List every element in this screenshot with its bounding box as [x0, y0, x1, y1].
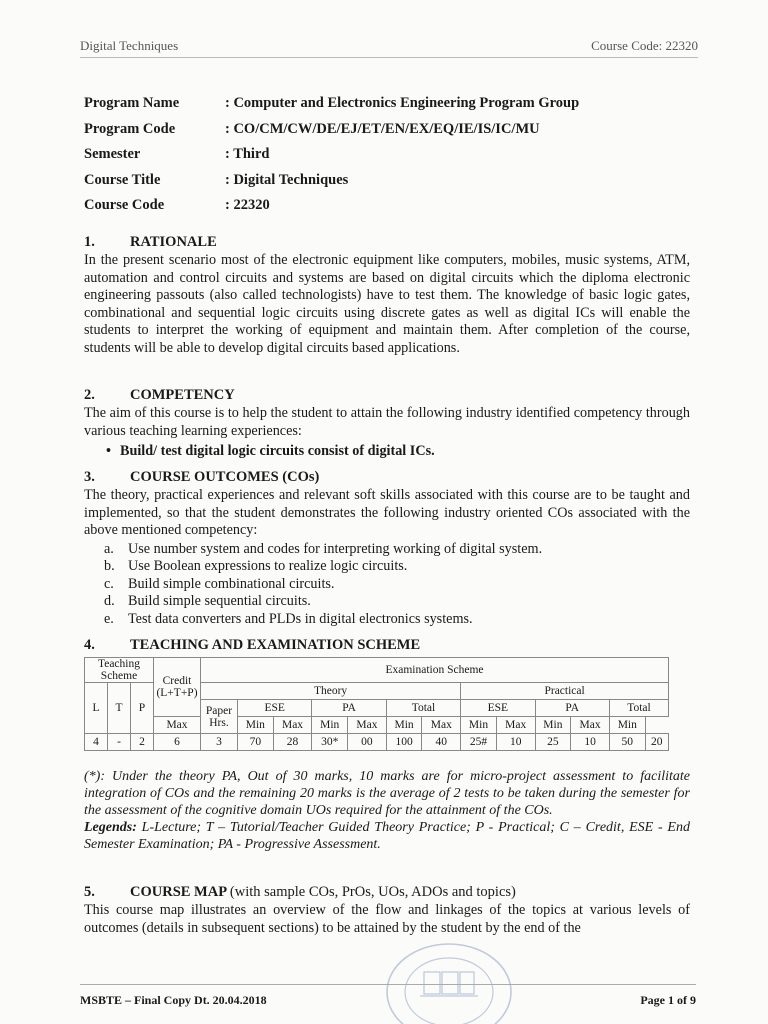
table-cell: 30*: [312, 734, 348, 751]
page-footer: [80, 984, 696, 1008]
table-header: Max: [422, 717, 461, 734]
table-row: [85, 734, 669, 751]
table-cell: 70: [238, 734, 274, 751]
section-teaching-scheme: [84, 637, 690, 751]
list-item-text: Use Boolean expressions to realize logic circuits.: [128, 558, 408, 574]
table-cell: 10: [496, 734, 535, 751]
section-number: 2.: [84, 387, 95, 403]
list-item: [104, 593, 690, 611]
meta-row-program-code: [84, 117, 579, 143]
outcomes-list: [104, 541, 690, 629]
table-header: Min: [535, 717, 571, 734]
table-header: Max: [348, 717, 387, 734]
list-item-label: d.: [104, 593, 115, 609]
list-item: [104, 576, 690, 594]
competency-bullet: [106, 442, 690, 460]
meta-key: Program Code: [84, 120, 176, 137]
running-header: [80, 38, 698, 58]
course-meta-block: [84, 91, 579, 219]
table-header: Total: [386, 700, 460, 717]
section-title: COURSE MAP: [130, 884, 227, 900]
competency-bullet-text: Build/ test digital logic circuits consist of digital ICs.: [120, 443, 435, 459]
list-item-label: e.: [104, 610, 114, 627]
list-item: [104, 541, 690, 559]
table-cell: -: [108, 734, 131, 751]
footer-copy-date: MSBTE – Final Copy Dt. 20.04.2018: [80, 993, 267, 1007]
section-notes: [84, 768, 690, 853]
meta-value: : Computer and Electronics Engineering Program Group: [225, 95, 580, 112]
section-number: 4.: [84, 637, 95, 653]
page-number: Page 1 of 9: [640, 993, 696, 1007]
list-item-text: Test data converters and PLDs in digital electronics systems.: [128, 610, 473, 627]
table-header: Total: [609, 700, 668, 717]
legends-text: L-Lecture; T – Tutorial/Teacher Guided Theory Practice; P - Practical; C – Credit, ESE - End Semester Examination; PA - Progressive Assessment.: [84, 820, 690, 852]
table-header: P: [131, 683, 154, 734]
section-competency: [84, 387, 690, 460]
section-heading: [84, 884, 690, 901]
table-cell: 28: [273, 734, 312, 751]
header-course-code: Course Code: 22320: [591, 38, 698, 53]
msbte-seal-icon: [380, 936, 518, 1024]
table-header: Examination Scheme: [201, 658, 669, 683]
section-course-map: [84, 884, 690, 937]
table-header: Min: [609, 717, 645, 734]
table-cell: 50: [609, 734, 645, 751]
list-item-label: b.: [104, 558, 115, 574]
table-header: Credit (L+T+P): [154, 658, 201, 717]
table-header: PA: [535, 700, 609, 717]
legends-note: [84, 819, 690, 853]
table-header: Min: [386, 717, 422, 734]
meta-key: Semester: [84, 146, 141, 163]
table-cell: 4: [85, 734, 108, 751]
table-header: Paper Hrs.: [201, 700, 238, 734]
outcomes-paragraph: The theory, practical experiences and relevant soft skills associated with this course are to be taught and implemented, so that the student demonstrates the following industry oriented COs associated with the above mentioned competency:: [84, 487, 690, 538]
section-number: 5.: [84, 884, 95, 900]
meta-value: : Third: [225, 146, 270, 163]
table-cell: 25: [535, 734, 571, 751]
meta-value: : Digital Techniques: [225, 171, 349, 188]
section-heading: [84, 469, 690, 486]
table-header: Max: [154, 717, 201, 734]
section-number: 3.: [84, 469, 95, 485]
table-cell: 40: [422, 734, 461, 751]
meta-key: Course Code: [84, 197, 165, 214]
meta-row-course-code: [84, 193, 579, 219]
section-title: COURSE OUTCOMES (COs): [130, 469, 320, 485]
section-title: TEACHING AND EXAMINATION SCHEME: [130, 637, 421, 653]
table-header: PA: [312, 700, 386, 717]
list-item: [104, 611, 690, 629]
section-number: 1.: [84, 234, 95, 250]
header-course-title: Digital Techniques: [80, 38, 179, 53]
legends-label: Legends:: [84, 820, 137, 835]
meta-key: Course Title: [84, 171, 161, 188]
table-cell: 00: [348, 734, 387, 751]
section-rationale: [84, 234, 690, 357]
bullet-icon: •: [106, 443, 111, 459]
table-header: ESE: [461, 700, 535, 717]
table-header: Min: [238, 717, 274, 734]
table-cell: 25#: [461, 734, 497, 751]
list-item-label: c.: [104, 575, 114, 592]
list-item-label: a.: [104, 540, 114, 557]
pa-note: (*): Under the theory PA, Out of 30 marks, 10 marks are for micro-project assessment to facilitate integration of COs and the remaining 20 marks is the average of 2 tests to be taken during the semester for the assessment of the cognitive domain UOs required for the attainment of the COs.: [84, 769, 690, 818]
table-header: Theory: [201, 683, 461, 700]
course-map-paragraph: This course map illustrates an overview of the flow and linkages of the topics at various levels of outcomes (details in subsequent sections) to be attained by the student by the end of the: [84, 902, 690, 936]
table-cell: 10: [571, 734, 610, 751]
table-cell: 2: [131, 734, 154, 751]
table-header: Max: [496, 717, 535, 734]
meta-row-course-title: [84, 168, 579, 194]
table-header: Teaching Scheme: [85, 658, 154, 683]
table-header: T: [108, 683, 131, 734]
section-subtitle: (with sample COs, PrOs, UOs, ADOs and topics): [229, 884, 516, 900]
table-cell: 100: [386, 734, 422, 751]
scheme-table: [84, 657, 669, 751]
section-heading: [84, 637, 690, 654]
section-course-outcomes: [84, 469, 690, 628]
table-header: Min: [312, 717, 348, 734]
section-title: RATIONALE: [130, 234, 217, 250]
section-heading: [84, 387, 690, 404]
list-item-text: Build simple combinational circuits.: [128, 575, 335, 592]
meta-row-semester: [84, 142, 579, 168]
table-header: Max: [273, 717, 312, 734]
rationale-paragraph: In the present scenario most of the electronic equipment like computers, mobiles, music systems, ATM, automation and control circuits and systems are based on digital circuits which the diploma electronic engineering passouts (also called technologists) have to test them. The knowledge of basic logic gates, combinational and sequential logic circuits using discrete gates as well as digital ICs will enable the students to interpret the working of equipment and maintain them. After completion of the course, students will be able to develop digital circuits based applications.: [84, 252, 690, 356]
list-item-text: Use number system and codes for interpreting working of digital system.: [128, 540, 543, 557]
meta-value: : 22320: [225, 197, 270, 214]
meta-value: : CO/CM/CW/DE/EJ/ET/EN/EX/EQ/IE/IS/IC/MU: [225, 120, 540, 137]
list-item: [104, 558, 690, 576]
meta-key: Program Name: [84, 95, 180, 112]
list-item-text: Build simple sequential circuits.: [128, 593, 311, 609]
table-header: Min: [461, 717, 497, 734]
table-cell: 6: [154, 734, 201, 751]
table-header: Max: [571, 717, 610, 734]
table-cell: 20: [645, 734, 668, 751]
table-header: L: [85, 683, 108, 734]
table-header: Practical: [461, 683, 669, 700]
table-header: ESE: [238, 700, 312, 717]
competency-paragraph: The aim of this course is to help the student to attain the following industry identified competency through various teaching learning experiences:: [84, 405, 690, 439]
meta-row-program-name: [84, 91, 579, 117]
section-heading: [84, 234, 690, 251]
table-cell: 3: [201, 734, 238, 751]
section-title: COMPETENCY: [130, 387, 235, 403]
